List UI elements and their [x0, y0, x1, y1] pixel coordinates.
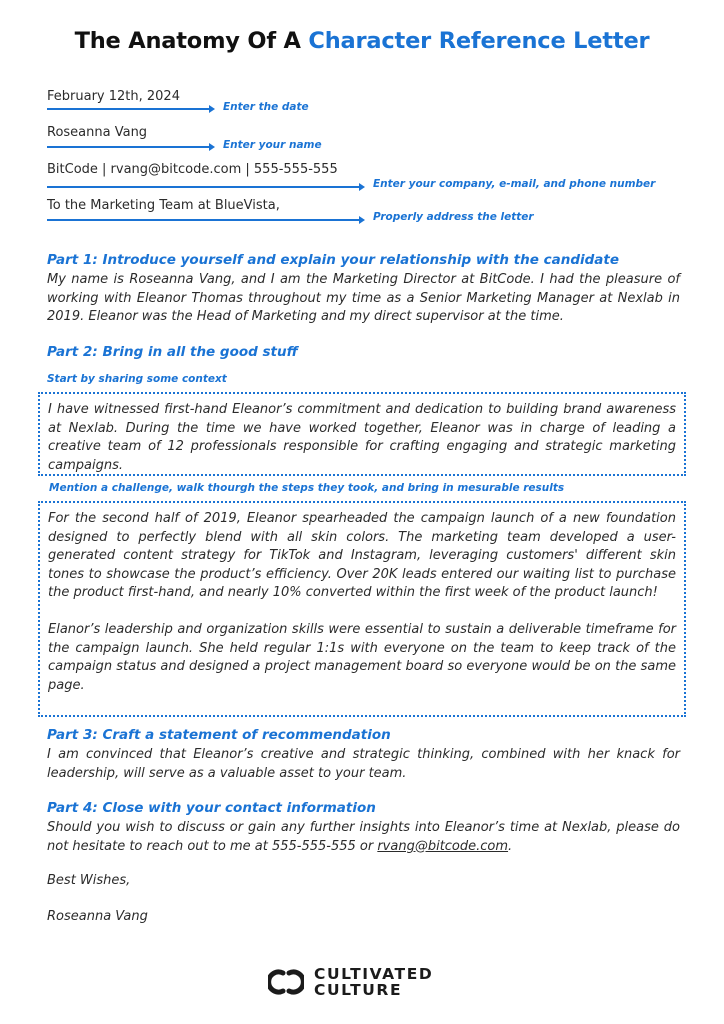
- date-arrow: [47, 108, 211, 110]
- logo-mark-icon: [268, 966, 304, 998]
- context-hint: Start by sharing some context: [47, 373, 227, 385]
- date-hint: Enter the date: [223, 101, 309, 113]
- challenge-body-1: For the second half of 2019, Eleanor spearheaded the campaign launch of a new foundation designed to perfectly blend with all skin colors. The marketing team developed a user-generated content strategy for TikTok and Instagram, leveraging customers' different skin tones to showcase the product’s efficiency. Over 20K leads entered our waiting list to purchase the product first-hand, and nearly 10% converted within the first week of the product launch!: [48, 511, 676, 600]
- context-body: I have witnessed first-hand Eleanor’s commitment and dedication to building brand awareness at Nexlab. During the time we have worked together, Eleanor was in charge of leading a creative team of 12 professionals responsible for crafting engaging and strategic marketing campaigns.: [48, 402, 676, 473]
- part3-body: I am convinced that Eleanor’s creative and strategic thinking, combined with her knack for leadership, will serve as a valuable asset to your team.: [47, 747, 680, 781]
- email-link[interactable]: rvang@bitcode.com: [377, 838, 509, 854]
- title-prefix: The Anatomy Of A: [74, 28, 301, 54]
- part2-heading: Part 2: Bring in all the good stuff: [47, 344, 298, 360]
- contact-field: BitCode | rvang@bitcode.com | 555-555-555: [47, 162, 338, 177]
- title-accent: Character Reference Letter: [308, 28, 650, 54]
- closing: Best Wishes,: [47, 873, 131, 888]
- part4-body-text: Should you wish to discuss or gain any further insights into Eleanor’s time at Nexlab, please do not hesitate to reach out to me at 555-555-555 or: [47, 820, 680, 854]
- address-hint: Properly address the letter: [373, 211, 534, 223]
- address-field: To the Marketing Team at BlueVista,: [47, 198, 280, 213]
- challenge-box: [38, 501, 686, 717]
- name-arrow: [47, 146, 211, 148]
- challenge-hint: Mention a challenge, walk thourgh the steps they took, and bring in mesurable results: [49, 482, 565, 494]
- challenge-body-2: Elanor’s leadership and organization skills were essential to sustain a deliverable timeframe for the campaign launch. She held regular 1:1s with everyone on the team to keep track of the campaign status and designed a project management board so everyone would be on the same page.: [48, 622, 676, 693]
- context-box: [38, 392, 686, 476]
- name-field: Roseanna Vang: [47, 125, 148, 140]
- contact-arrow: [47, 186, 361, 188]
- logo-line1: CULTIVATED: [314, 965, 434, 983]
- logo-text: [314, 966, 433, 998]
- name-hint: Enter your name: [223, 139, 322, 151]
- cultivated-culture-logo: [268, 966, 433, 998]
- contact-hint: Enter your company, e-mail, and phone number: [373, 178, 656, 190]
- part3-heading: Part 3: Craft a statement of recommendation: [47, 727, 391, 743]
- part1-body: My name is Roseanna Vang, and I am the Marketing Director at BitCode. I had the pleasure of working with Eleanor Thomas throughout my time as a Senior Marketing Manager at Nexlab in 2019. Eleanor was the Head of Marketing and my direct supervisor at the time.: [47, 272, 680, 324]
- date-field: February 12th, 2024: [47, 89, 180, 104]
- page-title: [0, 28, 724, 54]
- address-arrow: [47, 219, 361, 221]
- logo-line2: CULTURE: [314, 981, 403, 999]
- paragraph-gap: [40, 603, 684, 622]
- part4-heading: Part 4: Close with your contact information: [47, 800, 376, 816]
- part4-body: [47, 819, 680, 856]
- signature: Roseanna Vang: [47, 909, 148, 924]
- part1-heading: Part 1: Introduce yourself and explain your relationship with the candidate: [47, 252, 619, 268]
- part4-body-end: .: [508, 838, 513, 854]
